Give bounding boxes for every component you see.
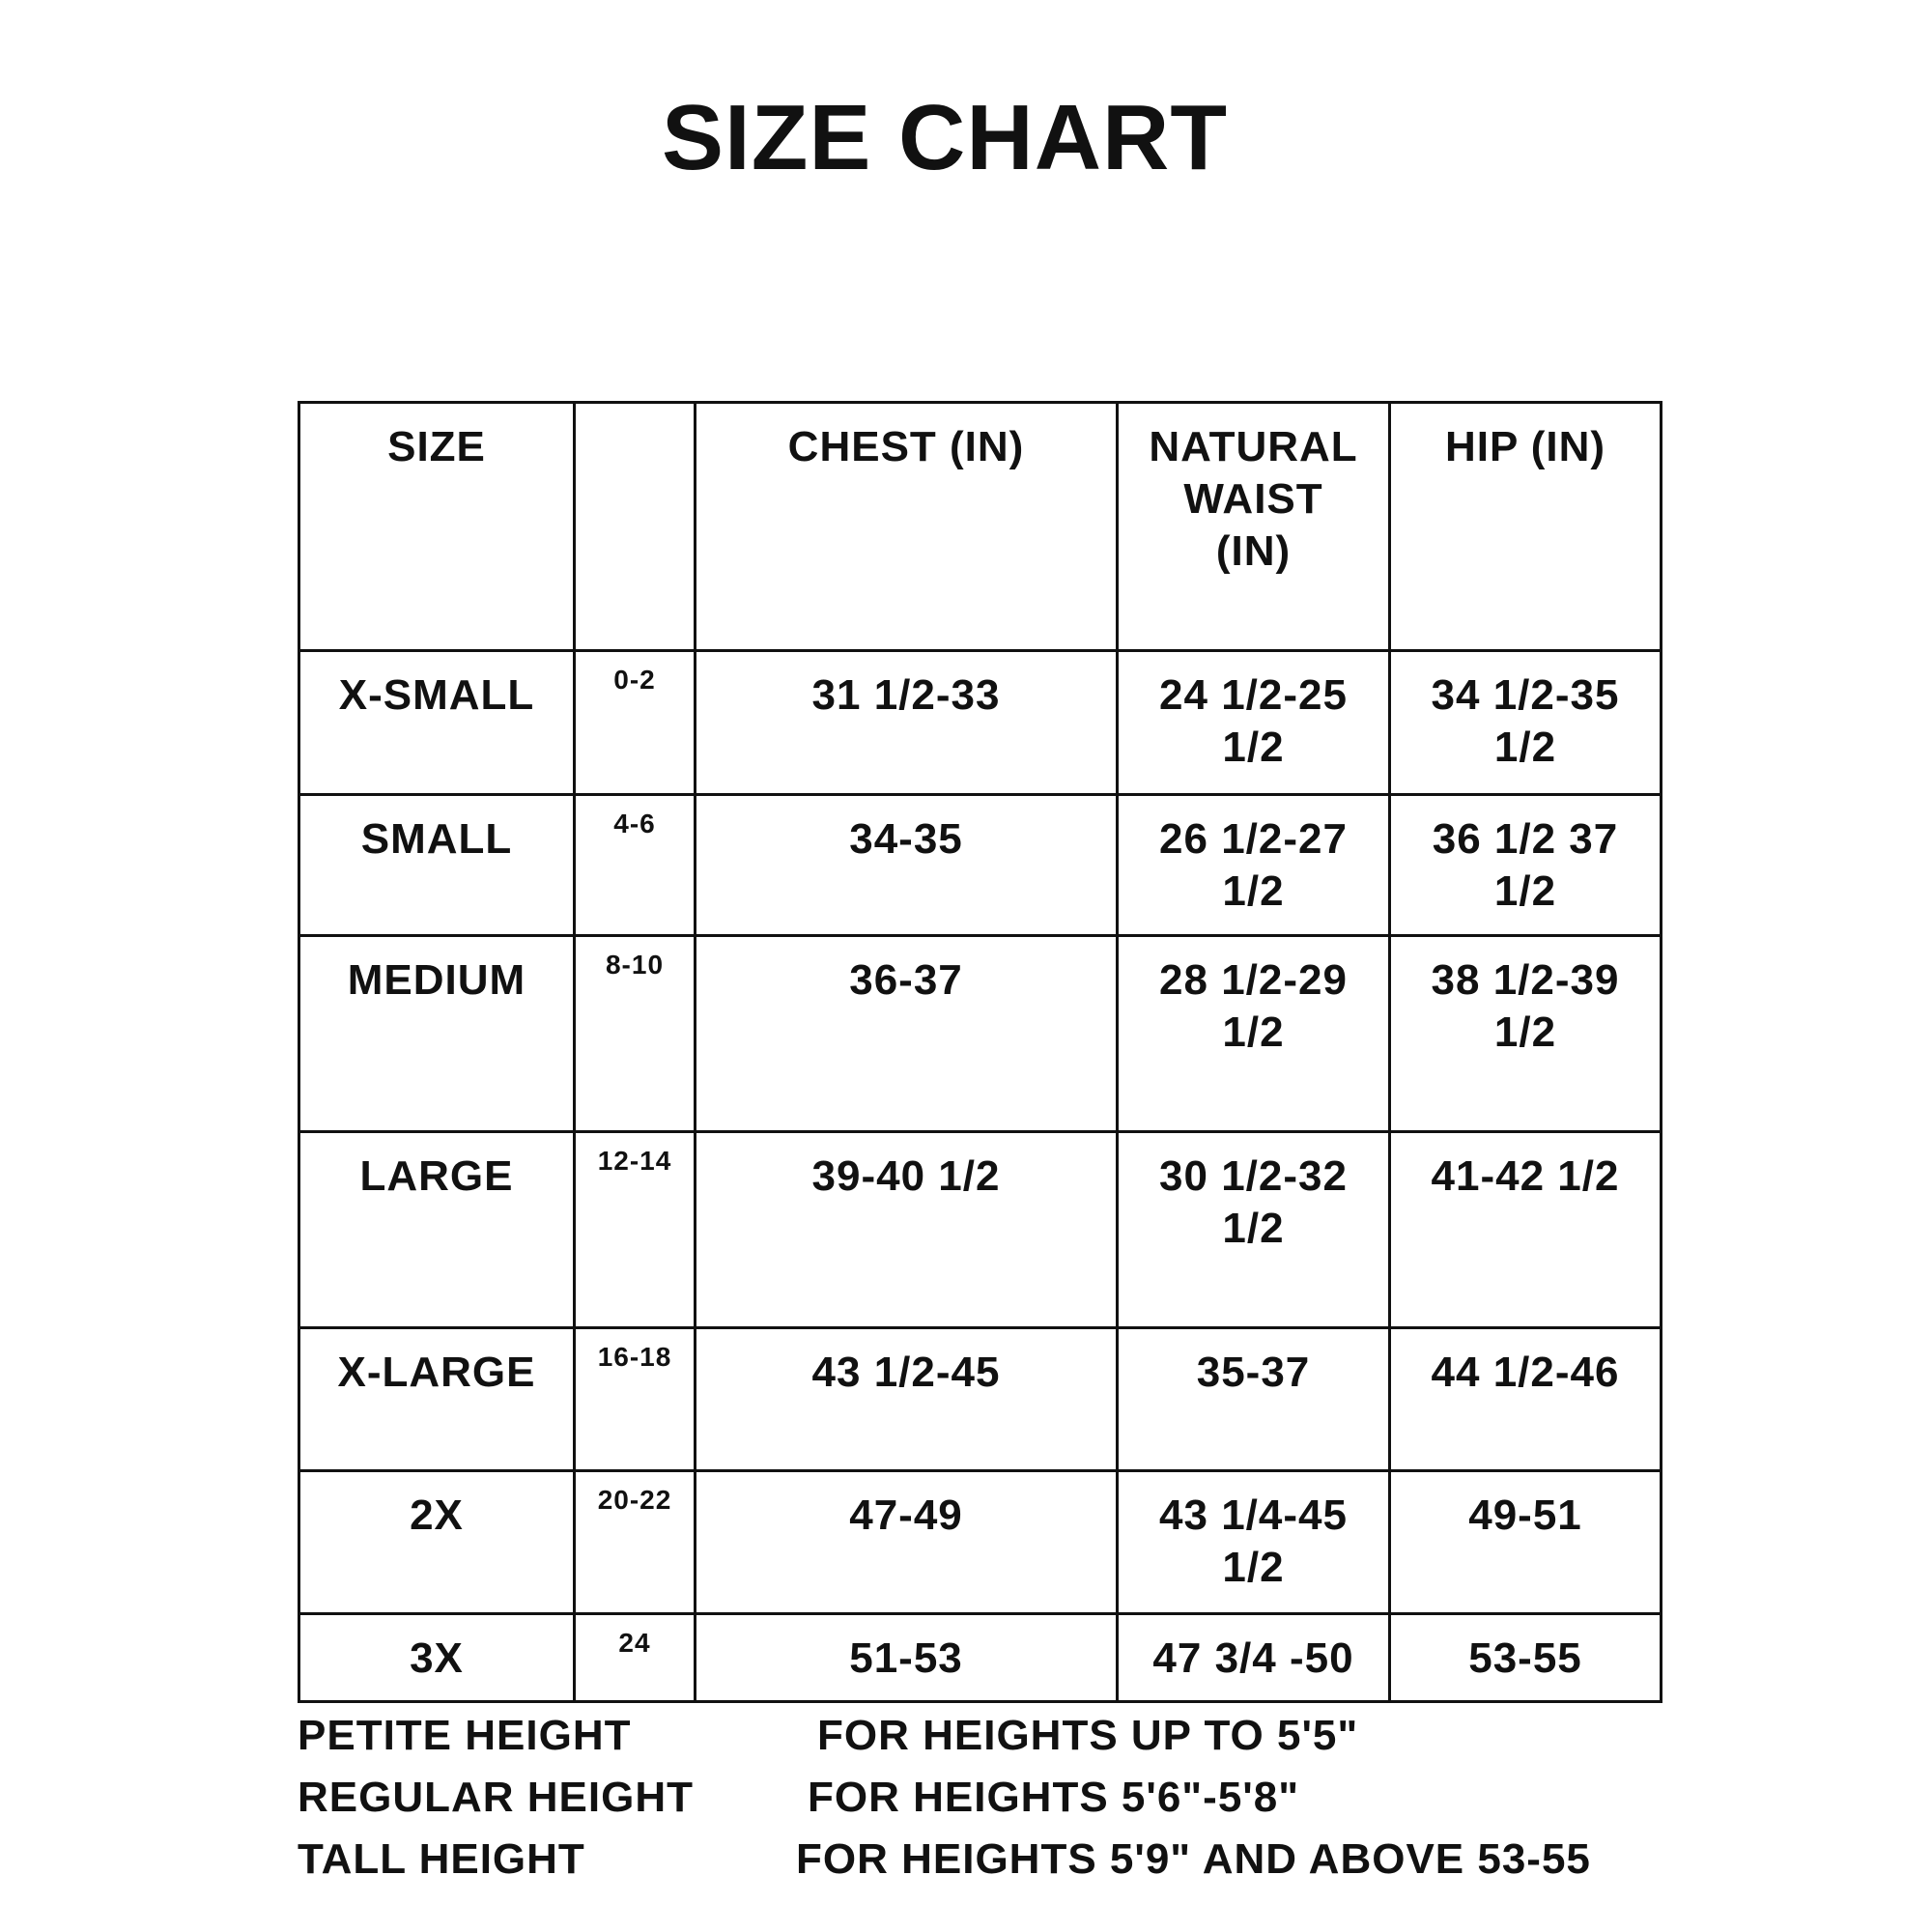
note-label: REGULAR HEIGHT: [298, 1774, 694, 1821]
header-size: SIZE: [299, 403, 575, 651]
hip-line2: 1/2: [1493, 867, 1557, 915]
size-cell: X-SMALL: [299, 651, 575, 795]
hip-cell: [1390, 1614, 1662, 1702]
hip-line1: 41-42 1/2: [1431, 1152, 1620, 1200]
table-row: [299, 651, 1662, 795]
size-cell: MEDIUM: [299, 936, 575, 1132]
note-value: FOR HEIGHTS 5'6"-5'8": [808, 1774, 1300, 1821]
chest-cell: 51-53: [696, 1614, 1118, 1702]
hip-line2: 1/2: [1493, 1009, 1557, 1056]
hip-line1: 53-55: [1468, 1634, 1582, 1682]
waist-line2: 1/2: [1222, 1544, 1285, 1591]
waist-line1: 35-37: [1196, 1349, 1311, 1396]
note-value: FOR HEIGHTS 5'9" AND ABOVE 53-55: [796, 1835, 1591, 1883]
hip-line1: 44 1/2-46: [1431, 1349, 1620, 1396]
header-waist-line2: WAIST: [1183, 475, 1323, 523]
size-cell: 3X: [299, 1614, 575, 1702]
header-waist-line1: NATURAL: [1149, 423, 1358, 470]
page-title: SIZE CHART: [662, 86, 1228, 189]
waist-line1: 47 3/4 -50: [1152, 1634, 1354, 1682]
hip-line1: 36 1/2 37: [1432, 815, 1619, 863]
hip-cell: [1390, 1471, 1662, 1614]
waist-cell: [1118, 795, 1390, 936]
chest-cell: 39-40 1/2: [696, 1132, 1118, 1328]
table-row: [299, 795, 1662, 936]
note-petite: [298, 1705, 1747, 1767]
hip-line2: 1/2: [1493, 724, 1557, 771]
size-cell: LARGE: [299, 1132, 575, 1328]
numeric-size-cell: 0-2: [575, 651, 696, 795]
table-row: [299, 1328, 1662, 1471]
chest-cell: 34-35: [696, 795, 1118, 936]
header-natural-waist: [1118, 403, 1390, 651]
waist-cell: [1118, 936, 1390, 1132]
height-notes: [298, 1705, 1747, 1890]
waist-line1: 30 1/2-32: [1159, 1152, 1348, 1200]
chest-cell: 43 1/2-45: [696, 1328, 1118, 1471]
chest-cell: 31 1/2-33: [696, 651, 1118, 795]
numeric-size-cell: 20-22: [575, 1471, 696, 1614]
waist-line2: 1/2: [1222, 724, 1285, 771]
hip-cell: [1390, 1132, 1662, 1328]
table-row: [299, 936, 1662, 1132]
header-waist-line3: (IN): [1215, 527, 1292, 575]
hip-cell: [1390, 651, 1662, 795]
chest-cell: 47-49: [696, 1471, 1118, 1614]
header-chest: CHEST (IN): [696, 403, 1118, 651]
waist-cell: [1118, 1614, 1390, 1702]
numeric-size-cell: 12-14: [575, 1132, 696, 1328]
numeric-size-cell: 4-6: [575, 795, 696, 936]
size-chart-table: [298, 401, 1662, 1703]
note-tall: [298, 1829, 1747, 1890]
hip-cell: [1390, 1328, 1662, 1471]
chest-cell: 36-37: [696, 936, 1118, 1132]
waist-line2: 1/2: [1222, 867, 1285, 915]
table-row: [299, 1471, 1662, 1614]
waist-line2: 1/2: [1222, 1009, 1285, 1056]
table-row: [299, 1132, 1662, 1328]
numeric-size-cell: 8-10: [575, 936, 696, 1132]
waist-cell: [1118, 1132, 1390, 1328]
hip-cell: [1390, 936, 1662, 1132]
table-row: [299, 1614, 1662, 1702]
size-cell: X-LARGE: [299, 1328, 575, 1471]
waist-cell: [1118, 1471, 1390, 1614]
numeric-size-cell: 16-18: [575, 1328, 696, 1471]
hip-line1: 49-51: [1468, 1492, 1582, 1539]
note-regular: [298, 1767, 1747, 1829]
note-value: FOR HEIGHTS UP TO 5'5": [817, 1712, 1359, 1759]
waist-line2: 1/2: [1222, 1205, 1285, 1252]
waist-cell: [1118, 651, 1390, 795]
size-cell: SMALL: [299, 795, 575, 936]
note-label: TALL HEIGHT: [298, 1835, 585, 1883]
header-hip: HIP (IN): [1390, 403, 1662, 651]
header-numeric: [575, 403, 696, 651]
waist-line1: 24 1/2-25: [1159, 671, 1348, 719]
numeric-size-cell: 24: [575, 1614, 696, 1702]
hip-cell: [1390, 795, 1662, 936]
size-cell: 2X: [299, 1471, 575, 1614]
hip-line1: 38 1/2-39: [1431, 956, 1620, 1004]
waist-line1: 43 1/4-45: [1159, 1492, 1348, 1539]
waist-line1: 26 1/2-27: [1159, 815, 1348, 863]
waist-line1: 28 1/2-29: [1159, 956, 1348, 1004]
hip-line1: 34 1/2-35: [1431, 671, 1620, 719]
table-header-row: [299, 403, 1662, 651]
note-label: PETITE HEIGHT: [298, 1712, 632, 1759]
waist-cell: [1118, 1328, 1390, 1471]
